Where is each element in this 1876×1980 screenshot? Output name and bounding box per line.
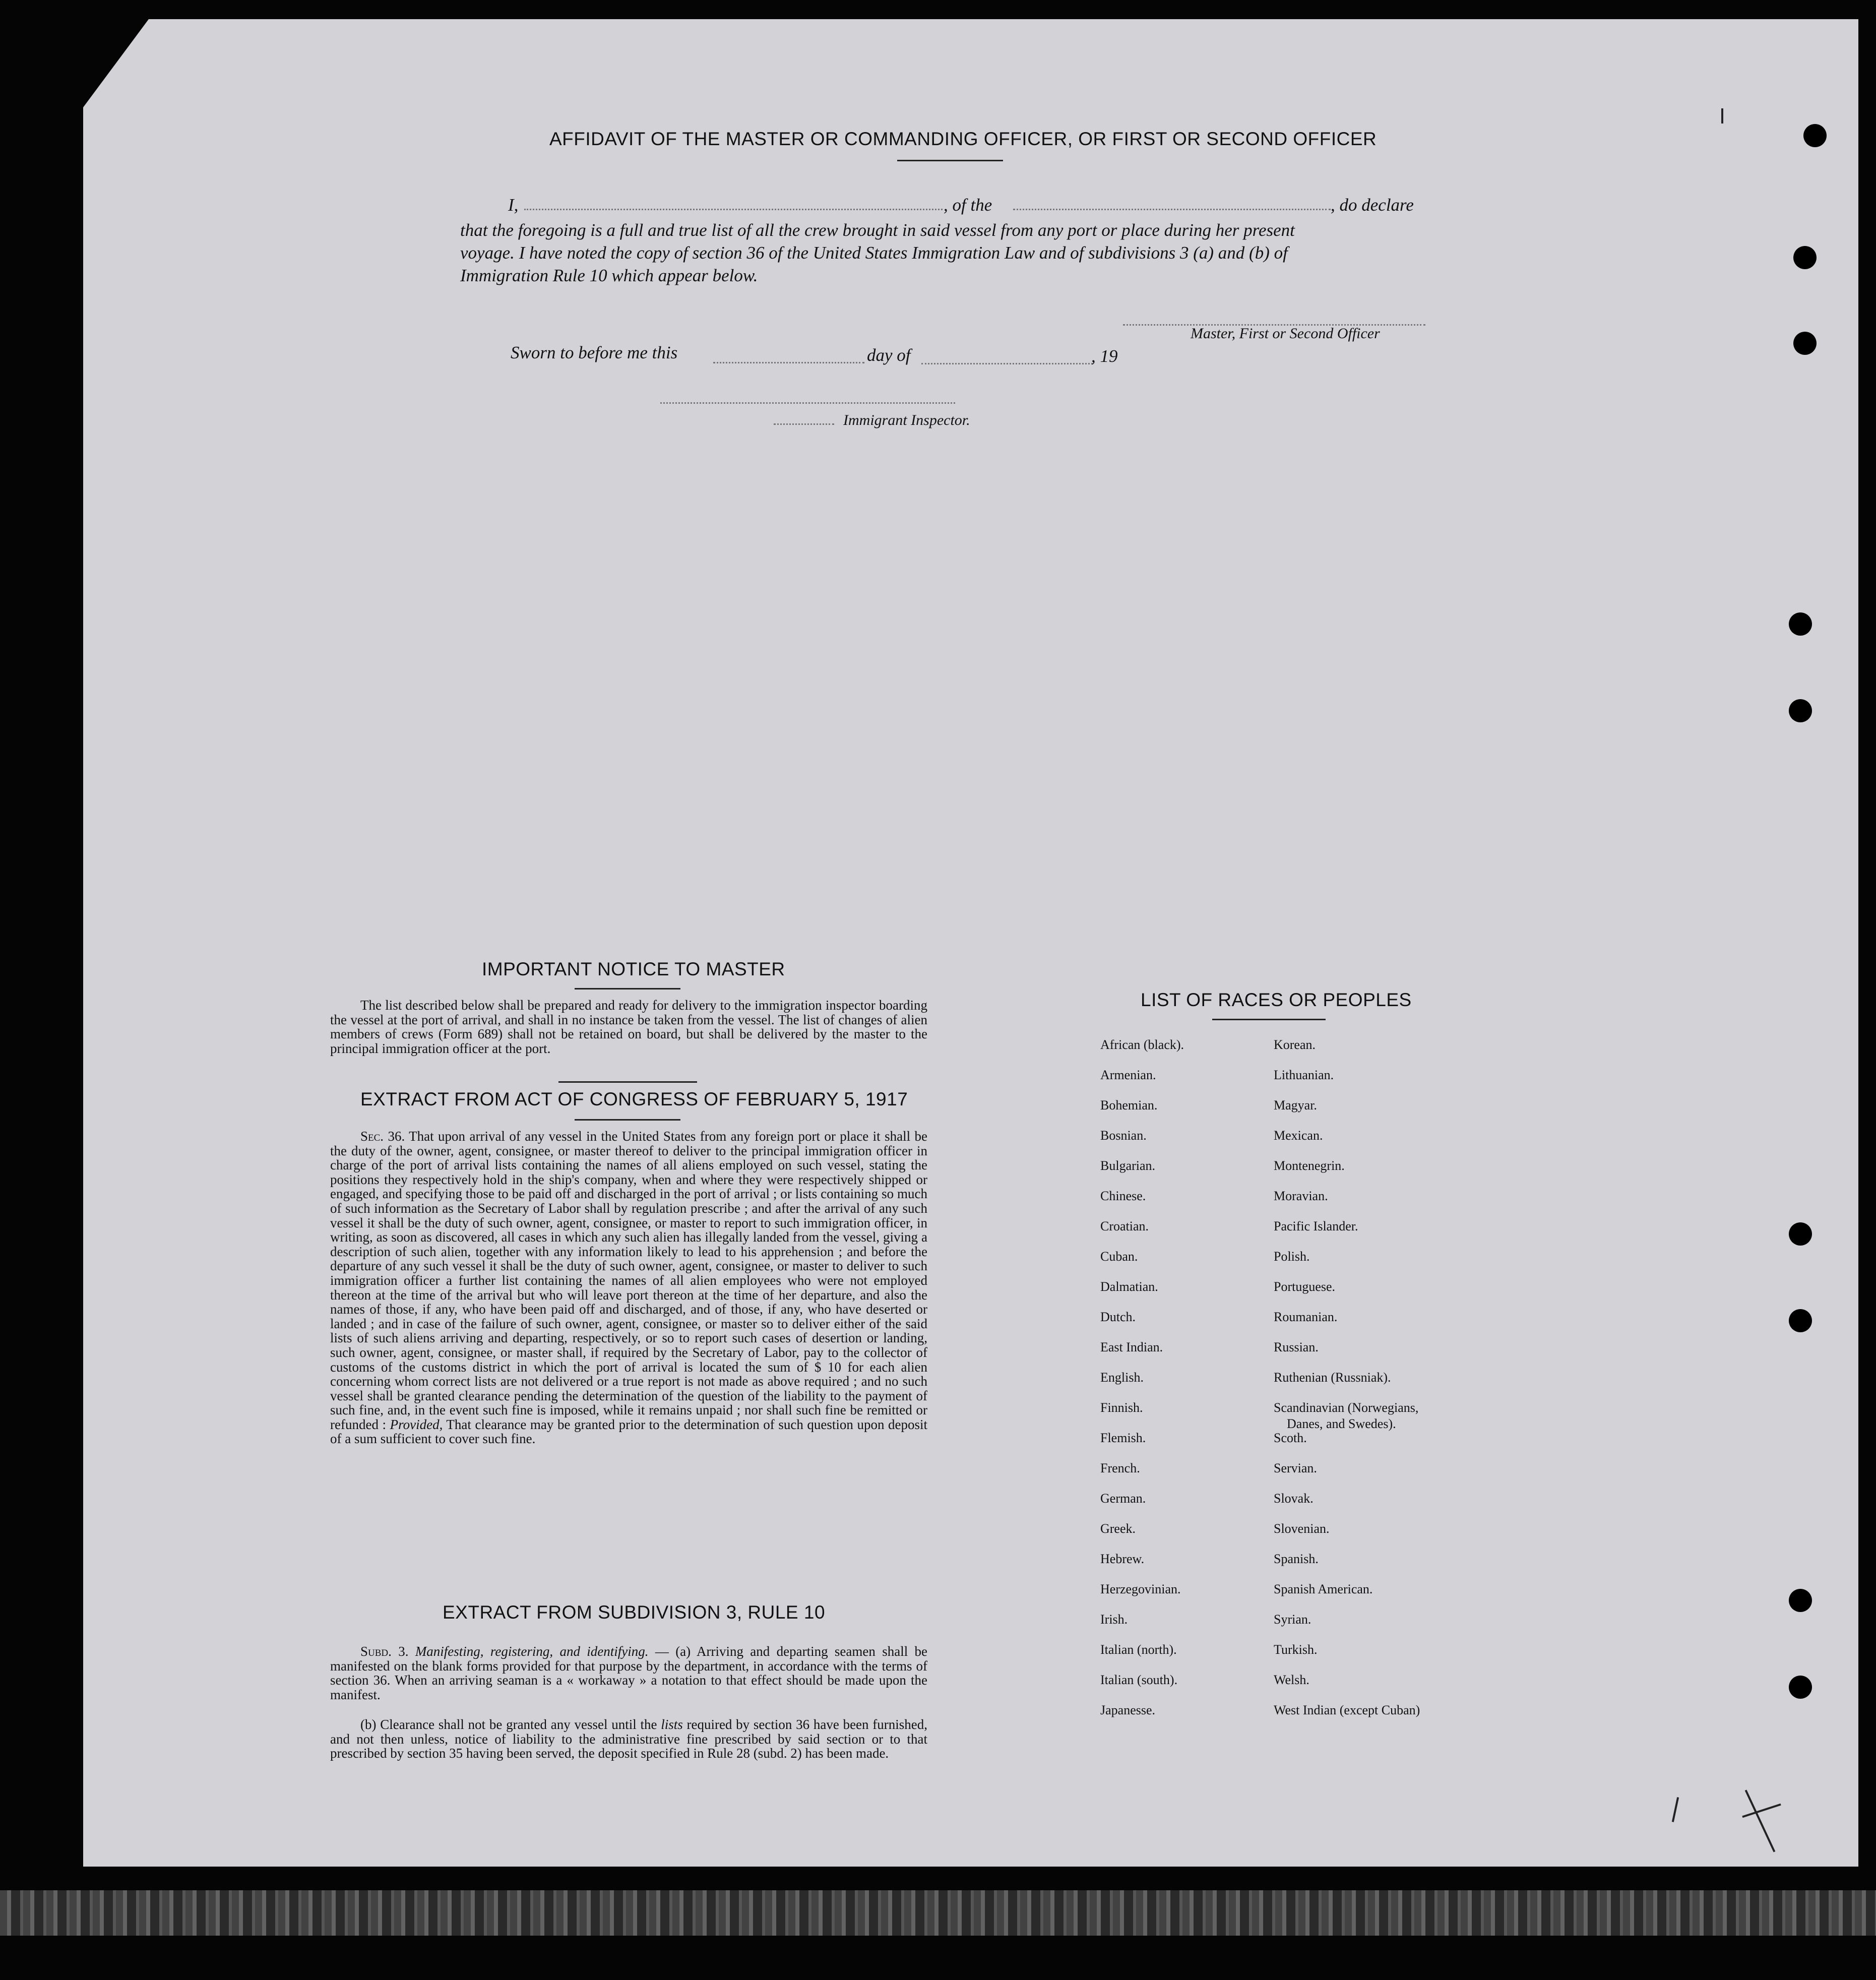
- race-item: East Indian.: [1100, 1340, 1163, 1354]
- race-item: English.: [1100, 1370, 1144, 1385]
- binder-hole: [1789, 612, 1812, 636]
- subd-para-b-end: required by section 36 have been furnished, and not then unless, notice of liability to the administrative fine prescribed by said section or to that prescribed by section 35 having been served, the deposit specified in Rule 28 (subd. 2) has been made.: [330, 1717, 928, 1761]
- race-item: Finnish.: [1100, 1400, 1143, 1415]
- race-item: Croatian.: [1100, 1219, 1149, 1233]
- binder-hole: [1789, 699, 1812, 722]
- year-text: , 19: [1091, 346, 1118, 366]
- race-item: Montenegrin.: [1274, 1158, 1345, 1173]
- race-item: Korean.: [1274, 1037, 1316, 1052]
- signature-label: Master, First or Second Officer: [1191, 325, 1380, 342]
- notice-text: The list described below shall be prepared and ready for delivery to the immigration inspector boarding the vessel at the port of arrival, and shall in no instance be taken from the vessel. The list of changes of alien members of crews (Form 689) shall not be retained on board, but shall be delivered by the master to the principal immigration officer at the port.: [330, 998, 927, 1056]
- race-item: Magyar.: [1274, 1098, 1317, 1112]
- race-item: Slovak.: [1274, 1491, 1314, 1506]
- binder-hole: [1789, 1222, 1812, 1246]
- race-item: Armenian.: [1100, 1068, 1156, 1082]
- race-item: Italian (south).: [1100, 1673, 1178, 1687]
- affidavit-title: AFFIDAVIT OF THE MASTER OR COMMANDING OFFICER, OR FIRST OR SECOND OFFICER: [549, 129, 1377, 149]
- affidavit-line: that the foregoing is a full and true list of all the crew brought in said vessel from any port or place during her present: [460, 220, 1295, 240]
- race-item: Herzegovinian.: [1100, 1582, 1181, 1596]
- document-page: [83, 19, 1858, 1867]
- race-item: Flemish.: [1100, 1431, 1146, 1445]
- notice-title: IMPORTANT NOTICE TO MASTER: [482, 959, 785, 979]
- scan-edge-strip: [0, 1890, 1876, 1936]
- race-item: Irish.: [1100, 1612, 1128, 1627]
- act-section-36: [330, 1129, 927, 1446]
- race-item: Moravian.: [1274, 1189, 1328, 1203]
- act-title: EXTRACT FROM ACT OF CONGRESS OF FEBRUARY 5, 1917: [360, 1089, 908, 1109]
- binder-hole: [1789, 1676, 1812, 1699]
- section-text-end: That clearance may be granted prior to the determination of such question upon deposit of a sum sufficient to cover such fine.: [330, 1416, 928, 1447]
- declarant-prefix: I,: [508, 195, 519, 215]
- day-of-text: day of: [867, 345, 911, 365]
- section-label: Sec. 36.: [360, 1129, 405, 1144]
- race-item: Turkish.: [1274, 1642, 1318, 1657]
- handwritten-tick: [1721, 108, 1723, 123]
- race-item: Hebrew.: [1100, 1552, 1145, 1566]
- sworn-text: Sworn to before me this: [511, 343, 678, 362]
- subd-para-a: — (a) Arriving and departing seamen shall be manifested on the blank forms provided for that purpose by the department, in accordance with the terms of section 36. When an arriving seaman is a « workaway » a notation to that effect should be made upon the manifest.: [330, 1644, 928, 1702]
- inspector-signature-field[interactable]: [660, 402, 955, 404]
- declare-text: , do declare: [1331, 195, 1414, 215]
- race-item: West Indian (except Cuban): [1274, 1703, 1420, 1717]
- race-item: Pacific Islander.: [1274, 1219, 1358, 1233]
- race-item: African (black).: [1100, 1037, 1184, 1052]
- title-underline: [897, 160, 1003, 161]
- affidavit-line: voyage. I have noted the copy of section 36 of the United States Immigration Law and of subdivisions 3 (a) and (b) of: [460, 243, 1288, 263]
- race-item: Mexican.: [1274, 1128, 1323, 1143]
- race-item: Welsh.: [1274, 1673, 1309, 1687]
- section-text: That upon arrival of any vessel in the United States from any foreign port or place it shall be the duty of the owner, agent, consignee, or master thereof to deliver to the principal immigration officer in charge of the port of arrival lists containing the names of all aliens employed on such vessel, stating the positions they respectively hold in the ship's company, when and where they were respectively shipped or engaged, and specifying those to be paid off and discharged in the port of arrival ; or lists containing so much of such information as the Secretary of Labor shall by regulation prescribe ; and after the arrival of any such vessel it shall be the duty of such owner, agent, consignee, or master to report to such immigration officer, in writing, as soon as discovered, all cases in which any such alien has illegally landed from the vessel, giving a description of such alien, together with any information likely to lead to his apprehension ; and before the departure of any such vessel it shall be the duty of such owner, agent, consignee, or master to deliver to such immigration officer a further list containing the names of all alien employees who were not employed thereon at the time of the arrival but who will leave port thereon at the time of her departure, and also the names of those, if any, who have been paid off and discharged, and of those, if any, who have deserted or landed ; and in case of the failure of such owner, agent, consignee, or master so to deliver either of the said lists of such aliens arriving and departing, respectively, or so to report such cases of desertion or landing, such owner, agent, consignee, or master shall, if required by the Secretary of Labor, pay to the collector of customs of the customs district in which the port of arrival is located the sum of $ 10 for each alien concerning whom correct lists are not delivered or a true report is not made as above required ; and no such vessel shall be granted clearance pending the determination of the question of the liability to the payment of such fine, and, in the event such fine is imposed, while it remains unpaid ; nor shall such fine be remitted or refunded :: [330, 1129, 927, 1432]
- race-item: Dalmatian.: [1100, 1279, 1158, 1294]
- rule-title: EXTRACT FROM SUBDIVISION 3, RULE 10: [443, 1602, 826, 1623]
- binder-hole: [1789, 1309, 1812, 1332]
- binder-hole: [1789, 1589, 1812, 1612]
- binder-hole: [1793, 246, 1817, 269]
- race-item: Ruthenian (Russniak).: [1274, 1370, 1391, 1385]
- race-item: Polish.: [1274, 1249, 1310, 1264]
- separator-rule: [558, 1081, 697, 1083]
- race-item-continuation: Danes, and Swedes).: [1287, 1416, 1396, 1431]
- race-item: Italian (north).: [1100, 1642, 1177, 1657]
- lists-word: lists: [661, 1717, 683, 1732]
- sworn-month-field[interactable]: [921, 363, 1093, 364]
- race-item: Dutch.: [1100, 1310, 1136, 1324]
- race-item: Spanish American.: [1274, 1582, 1373, 1596]
- notice-underline: [575, 988, 680, 989]
- race-item: Cuban.: [1100, 1249, 1138, 1264]
- race-item: Japanesse.: [1100, 1703, 1156, 1717]
- race-item: German.: [1100, 1491, 1146, 1506]
- inspector-prefix-dots: [774, 423, 834, 425]
- binder-hole: [1793, 332, 1817, 355]
- race-item: Servian.: [1274, 1461, 1317, 1475]
- binder-hole: [1803, 124, 1827, 147]
- race-item: Slovenian.: [1274, 1521, 1330, 1536]
- declarant-name-field[interactable]: [524, 209, 943, 210]
- races-underline: [1212, 1019, 1326, 1020]
- race-item: Bohemian.: [1100, 1098, 1158, 1112]
- vessel-prefix: , of the: [944, 195, 992, 215]
- race-item: Spanish.: [1274, 1552, 1319, 1566]
- inspector-label: Immigrant Inspector.: [843, 412, 970, 428]
- race-item: Bosnian.: [1100, 1128, 1147, 1143]
- subd-label: Subd. 3.: [360, 1644, 409, 1659]
- race-item: Portuguese.: [1274, 1279, 1336, 1294]
- race-item: Roumanian.: [1274, 1310, 1338, 1324]
- race-item: Syrian.: [1274, 1612, 1311, 1627]
- race-item: Scandinavian (Norwegians,: [1274, 1400, 1419, 1415]
- subd-para-b-start: (b) Clearance shall not be granted any vessel until the: [360, 1717, 657, 1732]
- rule-subdivision-b: [330, 1717, 927, 1761]
- race-item: French.: [1100, 1461, 1140, 1475]
- race-item: Scoth.: [1274, 1431, 1307, 1445]
- race-item: Bulgarian.: [1100, 1158, 1156, 1173]
- vessel-name-field[interactable]: [1013, 209, 1331, 210]
- races-title: LIST OF RACES OR PEOPLES: [1141, 989, 1412, 1010]
- race-item: Lithuanian.: [1274, 1068, 1334, 1082]
- sworn-day-field[interactable]: [713, 362, 864, 363]
- rule-subdivision-a: [330, 1644, 927, 1702]
- act-underline: [575, 1119, 680, 1121]
- subd-heading: Manifesting, registering, and identifying.: [415, 1644, 649, 1659]
- race-item: Russian.: [1274, 1340, 1319, 1354]
- affidavit-line: Immigration Rule 10 which appear below.: [460, 266, 758, 285]
- race-item: Greek.: [1100, 1521, 1136, 1536]
- race-item: Chinese.: [1100, 1189, 1146, 1203]
- provided-word: Provided,: [390, 1416, 443, 1432]
